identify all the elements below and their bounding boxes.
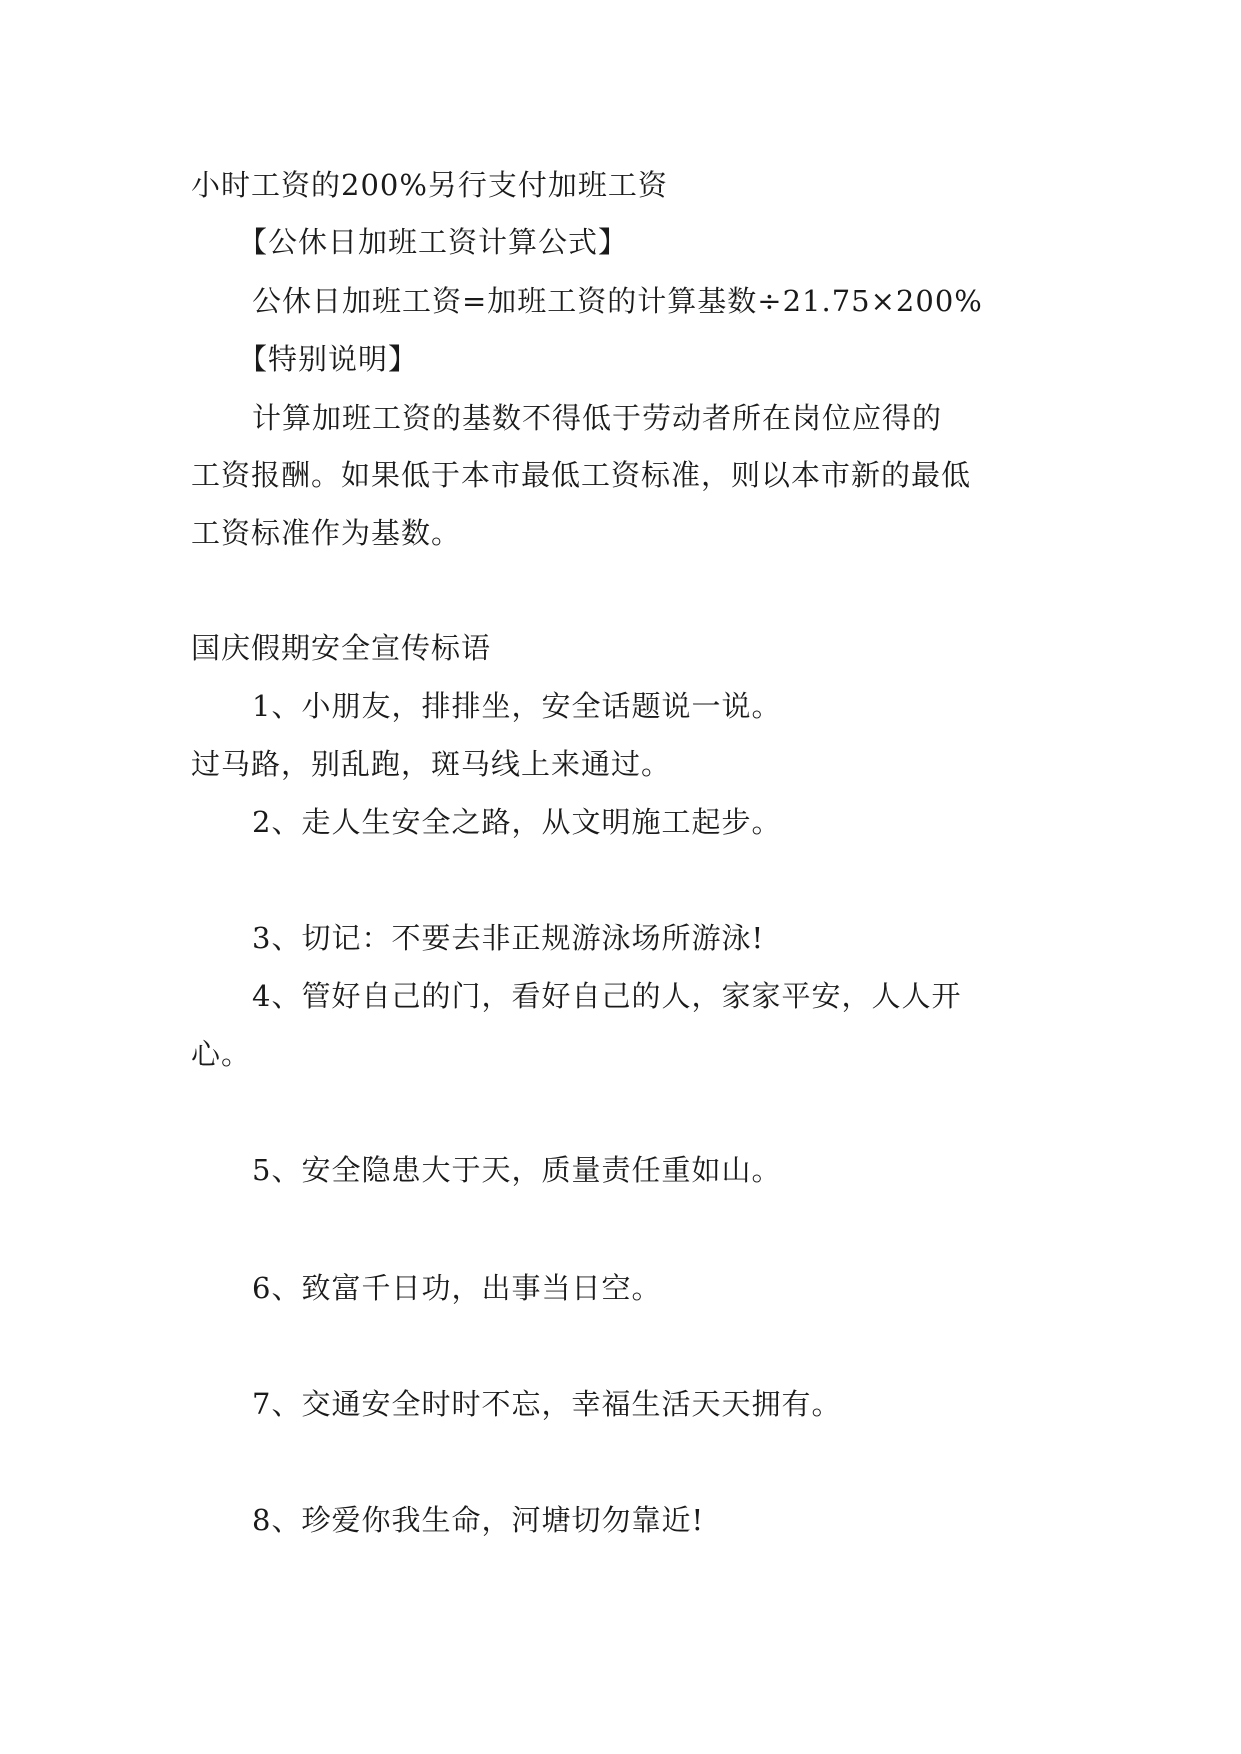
list-item: 6、致富千日功，出事当日空。 [252, 1271, 662, 1305]
paragraph-line: 工资标准作为基数。 [191, 516, 462, 550]
section-heading: 【公休日加班工资计算公式】 [238, 225, 629, 259]
section-heading: 【特别说明】 [238, 342, 419, 376]
paragraph-line: 工资报酬。如果低于本市最低工资标准，则以本市新的最低 [191, 458, 972, 492]
document-title: 国庆假期安全宣传标语 [191, 631, 492, 665]
list-item: 4、管好自己的门，看好自己的人，家家平安，人人开 [252, 979, 962, 1013]
list-item-continuation: 过马路，别乱跑，斑马线上来通过。 [191, 747, 672, 781]
list-item: 1、小朋友，排排坐，安全话题说一说。 [252, 689, 782, 723]
text-line: 小时工资的200%另行支付加班工资 [191, 168, 668, 202]
paragraph-line: 计算加班工资的基数不得低于劳动者所在岗位应得的 [252, 401, 943, 435]
list-item: 2、走人生安全之路，从文明施工起步。 [252, 805, 782, 839]
list-item: 8、珍爱你我生命，河塘切勿靠近! [252, 1503, 705, 1537]
list-item: 5、安全隐患大于天，质量责任重如山。 [252, 1153, 782, 1187]
list-item: 7、交通安全时时不忘，幸福生活天天拥有。 [252, 1387, 842, 1421]
list-item: 3、切记：不要去非正规游泳场所游泳! [252, 921, 765, 955]
list-item-continuation: 心。 [191, 1037, 252, 1071]
formula-line: 公休日加班工资=加班工资的计算基数÷21.75×200% [252, 284, 983, 318]
